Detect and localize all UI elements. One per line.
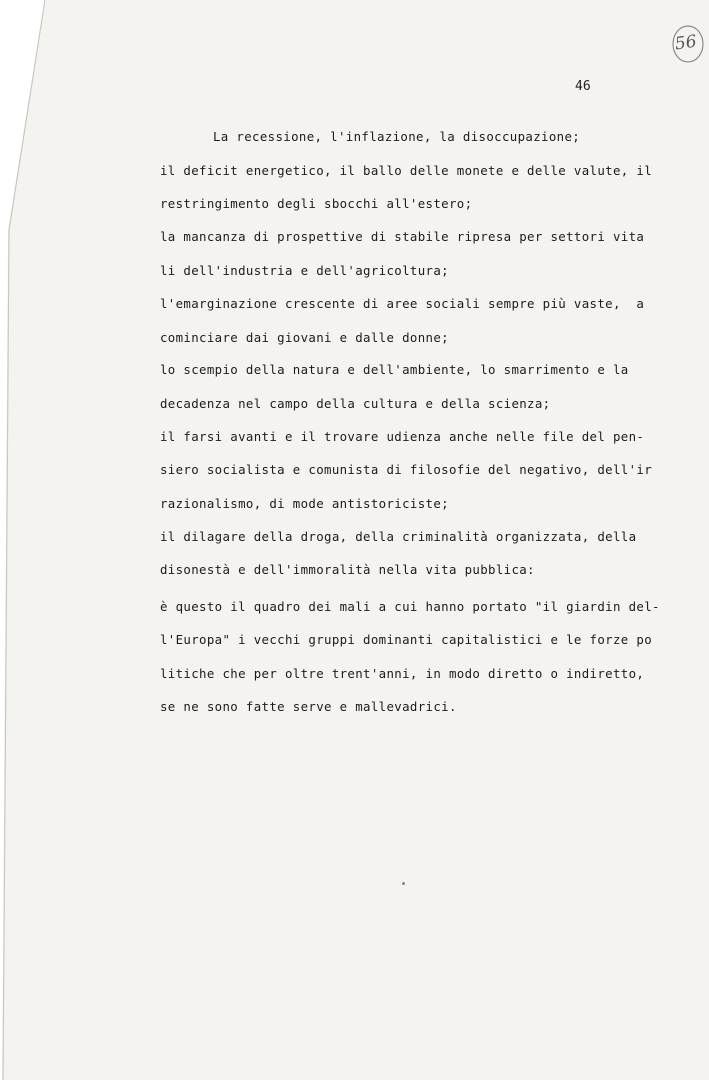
text-line: decadenza nel campo della cultura e della scienza; (160, 396, 551, 411)
text-line: il farsi avanti e il trovare udienza anche nelle file del pen- (160, 429, 645, 444)
text-line: disonestà e dell'immoralità nella vita pubblica: (160, 562, 535, 577)
text-line: litiche che per oltre trent'anni, in modo diretto o indiretto, (160, 666, 645, 681)
text-line: la mancanza di prospettive di stabile ripresa per settori vita (160, 229, 645, 244)
archive-stamp-number (671, 24, 705, 64)
text-line: La recessione, l'inflazione, la disoccupazione; (213, 129, 581, 144)
page-number: 46 (575, 79, 591, 94)
archive-number-text: 56 (673, 31, 698, 55)
text-line: lo scempio della natura e dell'ambiente, lo smarrimento e la (160, 362, 629, 377)
text-line: siero socialista e comunista di filosofie del negativo, dell'ir (160, 462, 653, 477)
text-line: il dilagare della droga, della criminalità organizzata, della (160, 529, 637, 544)
text-line: l'emarginazione crescente di aree sociali sempre più vaste, a (160, 296, 645, 311)
paper-speck (402, 882, 405, 885)
text-line: è questo il quadro dei mali a cui hanno portato "il giardin del- (160, 599, 660, 614)
text-line: cominciare dai giovani e dalle donne; (160, 330, 449, 345)
text-line: restringimento degli sbocchi all'estero; (160, 196, 473, 211)
text-line: se ne sono fatte serve e mallevadrici. (160, 699, 457, 714)
text-line: li dell'industria e dell'agricoltura; (160, 263, 449, 278)
text-line: il deficit energetico, il ballo delle monete e delle valute, il (160, 163, 653, 178)
text-line: l'Europa" i vecchi gruppi dominanti capitalistici e le forze po (160, 632, 653, 647)
page-edge-shadow (0, 0, 50, 1080)
text-line: razionalismo, di mode antistoriciste; (160, 496, 449, 511)
